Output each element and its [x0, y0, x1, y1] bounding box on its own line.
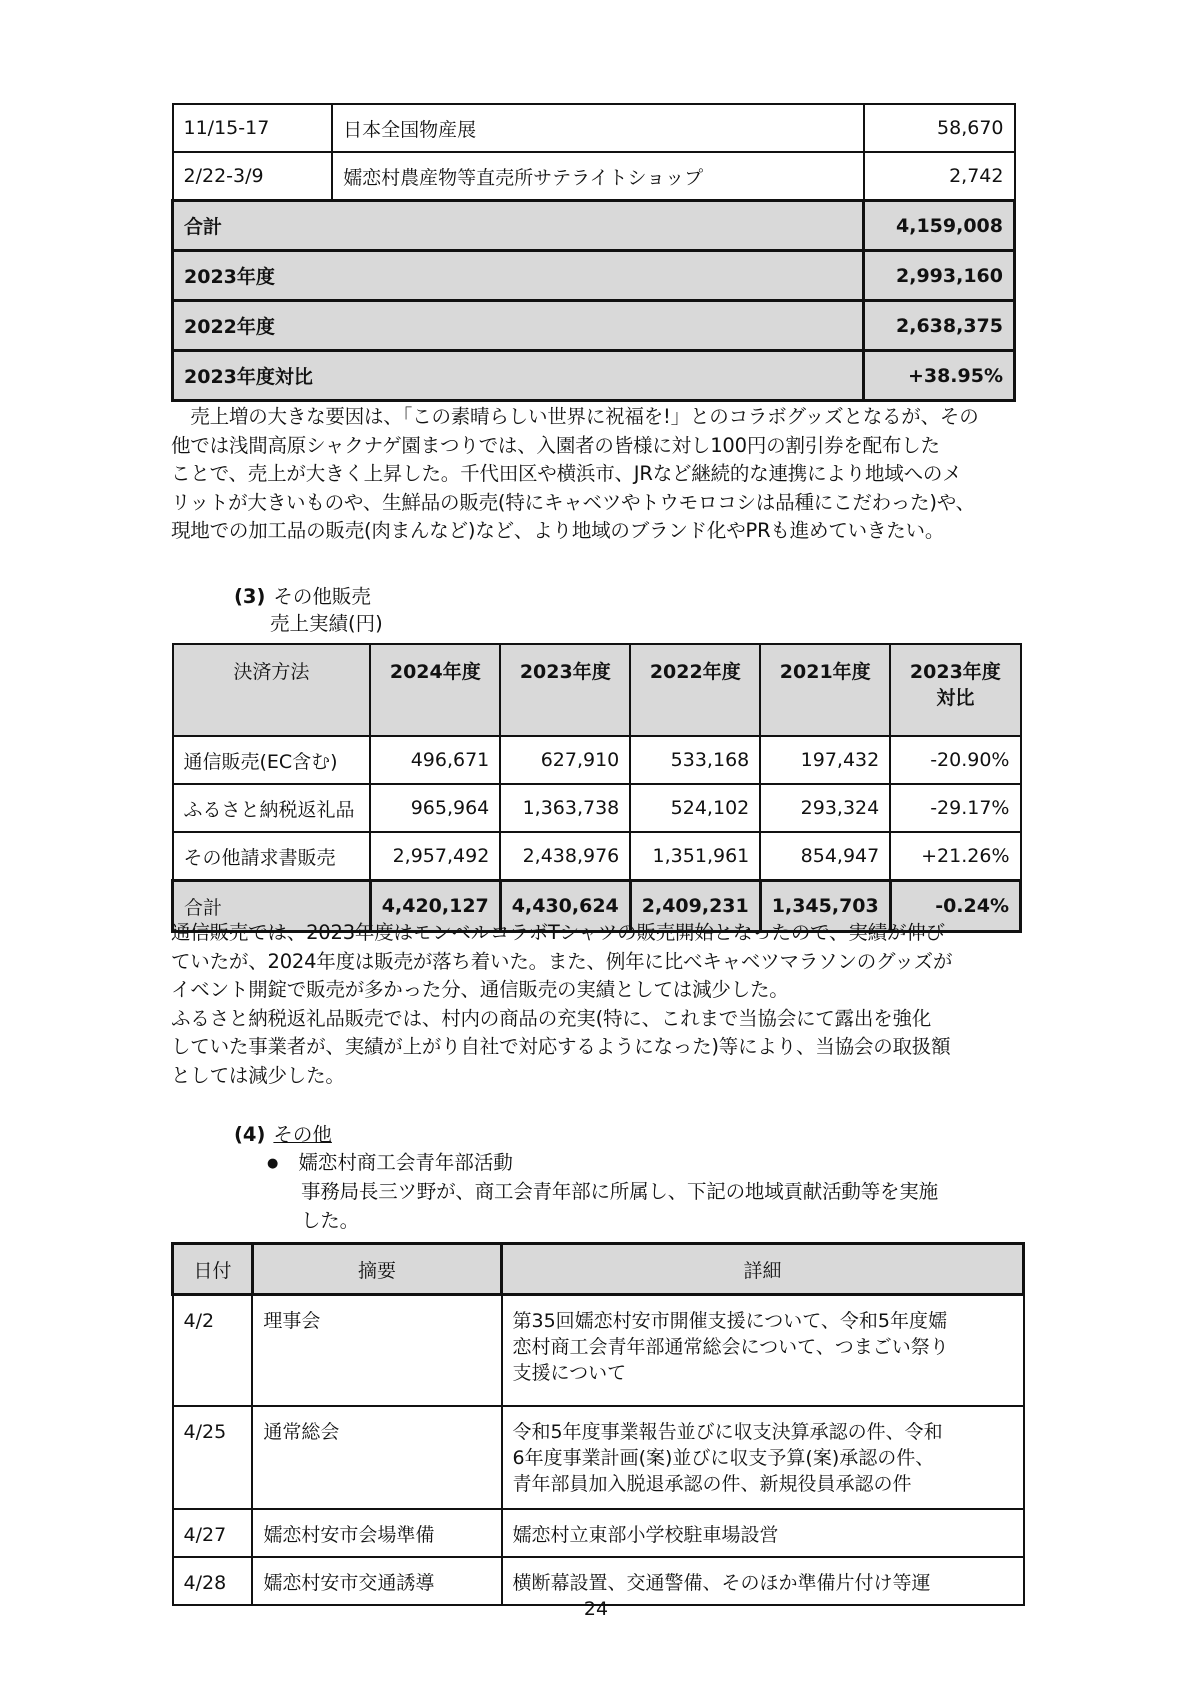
text-line: ふるさと納税返礼品販売では、村内の商品の充実(特に、これまで当協会にて露出を強化 — [171, 1006, 932, 1030]
table-row — [173, 832, 1021, 881]
text-line: 青年部員加入脱退承認の件、新規役員承認の件 — [512, 1472, 912, 1495]
text-line: ていたが、2024年度は販売が落ち着いた。また、例年に比べキャベツマラソンのグッズが — [171, 949, 953, 973]
cell-value: 627,910 — [500, 736, 630, 784]
cell-value: -0.24% — [890, 881, 1020, 932]
row-label: 通信販売(EC含む) — [173, 736, 371, 784]
text-line: リットが大きいものや、生鮮品の販売(特にキャベツやトウモロコシは品種にこだわった)や、 — [171, 490, 975, 514]
cell-value: 4,430,624 — [500, 881, 630, 932]
activity-date: 4/27 — [173, 1509, 253, 1557]
activity-summary: 理事会 — [252, 1295, 501, 1406]
text-line: 横断幕設置、交通警備、そのほか準備片付け等運 — [512, 1571, 931, 1594]
activity-summary: 嬬恋村安市会場準備 — [252, 1509, 501, 1557]
row-label: その他請求書販売 — [173, 832, 371, 881]
sales-analysis-paragraph — [171, 403, 1031, 546]
summary-row-ratio — [173, 351, 1015, 401]
bullet-item — [267, 1150, 513, 1179]
cell-value: 2,957,492 — [370, 832, 500, 881]
event-sales-table — [171, 103, 1016, 402]
event-amount: 2,742 — [864, 152, 1015, 201]
text-line: した。 — [301, 1208, 359, 1232]
text-line: 第35回嬬恋村安市開催支援について、令和5年度嬬 — [512, 1310, 948, 1332]
summary-label: 2022年度 — [173, 301, 864, 351]
activity-summary: 嬬恋村安市交通誘導 — [252, 1557, 501, 1605]
table-row — [173, 104, 1015, 152]
column-header: 2023年度 — [500, 644, 630, 736]
table-row — [173, 1406, 1024, 1509]
text-line: 通信販売では、2023年度はモンベルコラボTシャツの販売開始となったので、実績が伸び — [171, 921, 945, 944]
text-line: 6年度事業計画(案)並びに収支予算(案)承認の件、 — [512, 1446, 935, 1469]
summary-value: 2,993,160 — [864, 251, 1015, 301]
text-line: 恋村商工会青年部通常総会について、つまごい祭り — [512, 1336, 949, 1358]
column-header: 決済方法 — [173, 644, 371, 736]
section-subtitle: 売上実績(円) — [270, 612, 383, 635]
column-header: 2024年度 — [370, 644, 500, 736]
page-number: 24 — [583, 1598, 609, 1620]
event-amount: 58,670 — [864, 104, 1015, 152]
text-line: 支援について — [512, 1362, 627, 1384]
text-line: 嬬恋村立東部小学校駐車場設営 — [512, 1523, 779, 1546]
event-name: 日本全国物産展 — [332, 104, 863, 152]
text-line: ことで、売上が大きく上昇した。千代田区や横浜市、JRなど継続的な連携により地域へのメ — [171, 462, 962, 485]
cell-value: 1,351,961 — [630, 832, 760, 881]
text-line: 他では浅間高原シャクナゲ園まつりでは、入園者の皆様に対し100円の割引券を配布した — [171, 433, 940, 457]
summary-label: 2023年度対比 — [173, 351, 864, 401]
table-row — [173, 784, 1021, 832]
section-index: (4) — [234, 1123, 266, 1146]
activity-summary: 通常総会 — [252, 1406, 501, 1509]
table-row — [173, 1509, 1024, 1557]
bullet-body — [301, 1178, 1041, 1235]
other-sales-paragraph — [171, 919, 1031, 1090]
section-index: (3) — [234, 585, 266, 608]
text-line: 売上増の大きな要因は、「この素晴らしい世界に祝福を!」とのコラボグッズとなるが、その — [171, 405, 979, 428]
summary-label: 合計 — [173, 201, 864, 251]
activity-date: 4/28 — [173, 1557, 253, 1605]
text-line: としては減少した。 — [171, 1063, 345, 1087]
cell-value: 197,432 — [760, 736, 890, 784]
cell-value: 1,363,738 — [500, 784, 630, 832]
bullet-icon: ● — [267, 1156, 279, 1171]
section-title: その他販売 — [273, 585, 371, 608]
summary-value: 4,159,008 — [864, 201, 1015, 251]
summary-value: 2,638,375 — [864, 301, 1015, 351]
summary-label: 2023年度 — [173, 251, 864, 301]
table-row — [173, 1295, 1024, 1406]
table-header-row — [173, 1244, 1024, 1295]
cell-value: 533,168 — [630, 736, 760, 784]
activity-date: 4/25 — [173, 1406, 253, 1509]
text-line: 現地での加工品の販売(肉まんなど)など、より地域のブランド化やPRも進めていきたい。 — [171, 519, 945, 542]
cell-value: +21.26% — [890, 832, 1020, 881]
text-line: 事務局長三ツ野が、商工会青年部に所属し、下記の地域貢献活動等を実施 — [301, 1180, 938, 1203]
section-title: その他 — [273, 1123, 332, 1146]
cell-value: 4,420,127 — [370, 881, 500, 932]
event-date: 2/22-3/9 — [173, 152, 333, 201]
cell-value: -29.17% — [890, 784, 1020, 832]
other-sales-table — [171, 643, 1022, 933]
text-line: 令和5年度事業報告並びに収支決算承認の件、令和 — [512, 1420, 943, 1443]
table-row — [173, 152, 1015, 201]
summary-row-2022 — [173, 301, 1015, 351]
section-heading — [234, 584, 371, 610]
column-header: 2023年度 対比 — [890, 644, 1020, 736]
text-line: イベント開錠で販売が多かった分、通信販売の実績としては減少した。 — [171, 978, 789, 1001]
cell-value: 2,438,976 — [500, 832, 630, 881]
table-header-row — [173, 644, 1021, 736]
column-header: 2022年度 — [630, 644, 760, 736]
cell-value: 1,345,703 — [760, 881, 890, 932]
cell-value: 965,964 — [370, 784, 500, 832]
event-date: 11/15-17 — [173, 104, 333, 152]
cell-value: 854,947 — [760, 832, 890, 881]
activity-detail — [502, 1295, 1024, 1406]
column-header: 日付 — [173, 1244, 253, 1295]
cell-value: 524,102 — [630, 784, 760, 832]
table-row — [173, 736, 1021, 784]
row-label: 合計 — [173, 881, 371, 932]
event-name: 嬬恋村農産物等直売所サテライトショップ — [332, 152, 863, 201]
summary-value: +38.95% — [864, 351, 1015, 401]
cell-value: 293,324 — [760, 784, 890, 832]
row-label: ふるさと納税返礼品 — [173, 784, 371, 832]
summary-row-2023 — [173, 251, 1015, 301]
activity-date: 4/2 — [173, 1295, 253, 1406]
cell-value: -20.90% — [890, 736, 1020, 784]
cell-value: 496,671 — [370, 736, 500, 784]
section-heading — [234, 1122, 332, 1148]
cell-value: 2,409,231 — [630, 881, 760, 932]
column-header: 摘要 — [252, 1244, 501, 1295]
column-header: 詳細 — [502, 1244, 1024, 1295]
column-header: 2021年度 — [760, 644, 890, 736]
summary-row-total — [173, 201, 1015, 251]
text-line: していた事業者が、実績が上がり自社で対応するようになった)等により、当協会の取扱額 — [171, 1035, 951, 1058]
bullet-title: 嬬恋村商工会青年部活動 — [298, 1151, 513, 1174]
activity-table — [171, 1242, 1025, 1606]
activity-detail — [502, 1406, 1024, 1509]
activity-detail — [502, 1509, 1024, 1557]
